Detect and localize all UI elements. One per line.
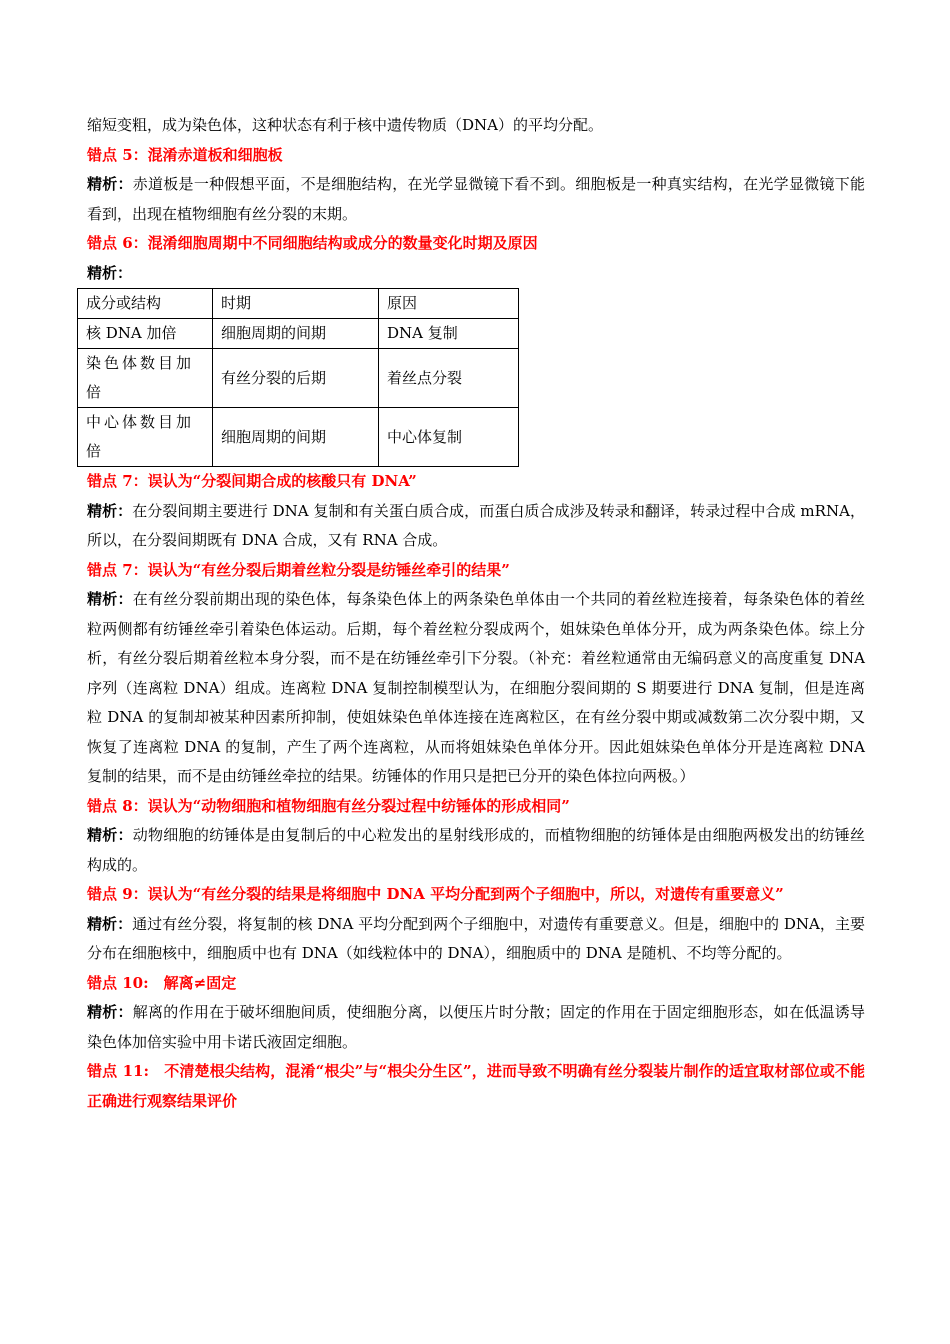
error-point-heading: 错点 5：混淆赤道板和细胞板 (87, 145, 283, 164)
error-point-heading: 错点 8：误认为“动物细胞和植物细胞有丝分裂过程中纺锤体的形成相同” (87, 796, 570, 815)
analysis-paragraph (87, 998, 865, 1057)
analysis-label: 精析： (87, 590, 133, 608)
analysis-text: 赤道板是一种假想平面，不是细胞结构，在光学显微镜下看不到。细胞板是一种真实结构，在光学显微镜下能看到，出现在植物细胞有丝分裂的末期。 (87, 175, 865, 223)
error-point-heading: 错点 10: 解离≠固定 (87, 973, 237, 992)
table-header-cell: 时期 (213, 289, 379, 319)
document-page (87, 111, 865, 1116)
table-row (78, 408, 519, 467)
table-row (78, 319, 519, 349)
analysis-label: 精析： (87, 263, 133, 282)
table-cell: 核 DNA 加倍 (78, 319, 213, 349)
error-point-heading: 错点 9：误认为“有丝分裂的结果是将细胞中 DNA 平均分配到两个子细胞中，所以，对遗传有重要意义” (87, 885, 784, 903)
table-cell: 细胞周期的间期 (213, 408, 379, 467)
intro-paragraph: 缩短变粗，成为染色体，这种状态有利于核中遗传物质（DNA）的平均分配。 (87, 116, 603, 134)
error-point-heading: 错点 7：误认为“有丝分裂后期着丝粒分裂是纺锤丝牵引的结果” (87, 560, 510, 579)
analysis-paragraph (87, 910, 865, 969)
analysis-label: 精析： (87, 501, 133, 520)
table-header-row (78, 289, 519, 319)
error-point-heading: 错点 6：混淆细胞周期中不同细胞结构或成分的数量变化时期及原因 (87, 234, 538, 252)
analysis-text: 动物细胞的纺锤体是由复制后的中心粒发出的星射线形成的，而植物细胞的纺锤体是由细胞两极发出的纺锤丝构成的。 (87, 826, 865, 874)
table-cell: 细胞周期的间期 (213, 319, 379, 349)
table-cell: 染色体数目加倍 (78, 349, 213, 408)
error-point-heading: 错点 11: 不清楚根尖结构，混淆“根尖”与“根尖分生区”，进而导致不明确有丝分裂装片制作的适宜取材部位或不能正确进行观察结果评价 (87, 1062, 865, 1110)
analysis-label: 精析： (87, 175, 133, 193)
error-point-heading: 错点 7：误认为“分裂间期合成的核酸只有 DNA” (87, 472, 417, 490)
analysis-label: 精析： (87, 1003, 133, 1021)
analysis-paragraph (87, 821, 865, 880)
change-table (77, 288, 519, 467)
analysis-text: 解离的作用在于破坏细胞间质，使细胞分离，以便压片时分散；固定的作用在于固定细胞形态，如在低温诱导染色体加倍实验中用卡诺氏液固定细胞。 (87, 1003, 865, 1051)
table-cell: 着丝点分裂 (379, 349, 519, 408)
table-cell: 有丝分裂的后期 (213, 349, 379, 408)
table-cell: 中心体数目加倍 (78, 408, 213, 467)
analysis-paragraph (87, 259, 865, 289)
analysis-text: 在分裂间期主要进行 DNA 复制和有关蛋白质合成，而蛋白质合成涉及转录和翻译，转录过程中合成 mRNA，所以，在分裂间期既有 DNA 合成，又有 RNA 合成。 (87, 501, 865, 549)
analysis-label: 精析： (87, 826, 133, 844)
analysis-paragraph (87, 585, 865, 792)
analysis-paragraph (87, 170, 865, 229)
table-row (78, 349, 519, 408)
analysis-label: 精析： (87, 914, 133, 933)
table-cell: DNA 复制 (379, 319, 519, 349)
table-cell: 中心体复制 (379, 408, 519, 467)
analysis-paragraph (87, 497, 865, 556)
analysis-text: 通过有丝分裂，将复制的核 DNA 平均分配到两个子细胞中，对遗传有重要意义。但是，细胞中的 DNA，主要分布在细胞核中，细胞质中也有 DNA（如线粒体中的 DNA），细胞质中的 DNA 是随机、不均等分配的。 (87, 914, 865, 962)
table-header-cell: 原因 (379, 289, 519, 319)
analysis-text: 在有丝分裂前期出现的染色体，每条染色体上的两条染色单体由一个共同的着丝粒连接着，每条染色体的着丝粒两侧都有纺锤丝牵引着染色体运动。后期，每个着丝粒分裂成两个，姐妹染色单体分开，成为两条染色体。综上分析，有丝分裂后期着丝粒本身分裂，而不是在纺锤丝牵引下分裂。（补充：着丝粒通常由无编码意义的高度重复 DNA 序列（连离粒 DNA）组成。连离粒 DNA 复制控制模型认为，在细胞分裂间期的 S 期要进行 DNA 复制，但是连离粒 DNA 的复制却被某种因素所抑制，使姐妹染色单体连接在连离粒区，在有丝分裂中期或减数第二次分裂中期，又恢复了连离粒 DNA 的复制，产生了两个连离粒，从而将姐妹染色单体分开。因此姐妹染色单体分开是连离粒 DNA 复制的结果，而不是由纺锤丝牵拉的结果。纺锤体的作用只是把已分开的染色体拉向两极。） (87, 590, 865, 785)
table-header-cell: 成分或结构 (78, 289, 213, 319)
